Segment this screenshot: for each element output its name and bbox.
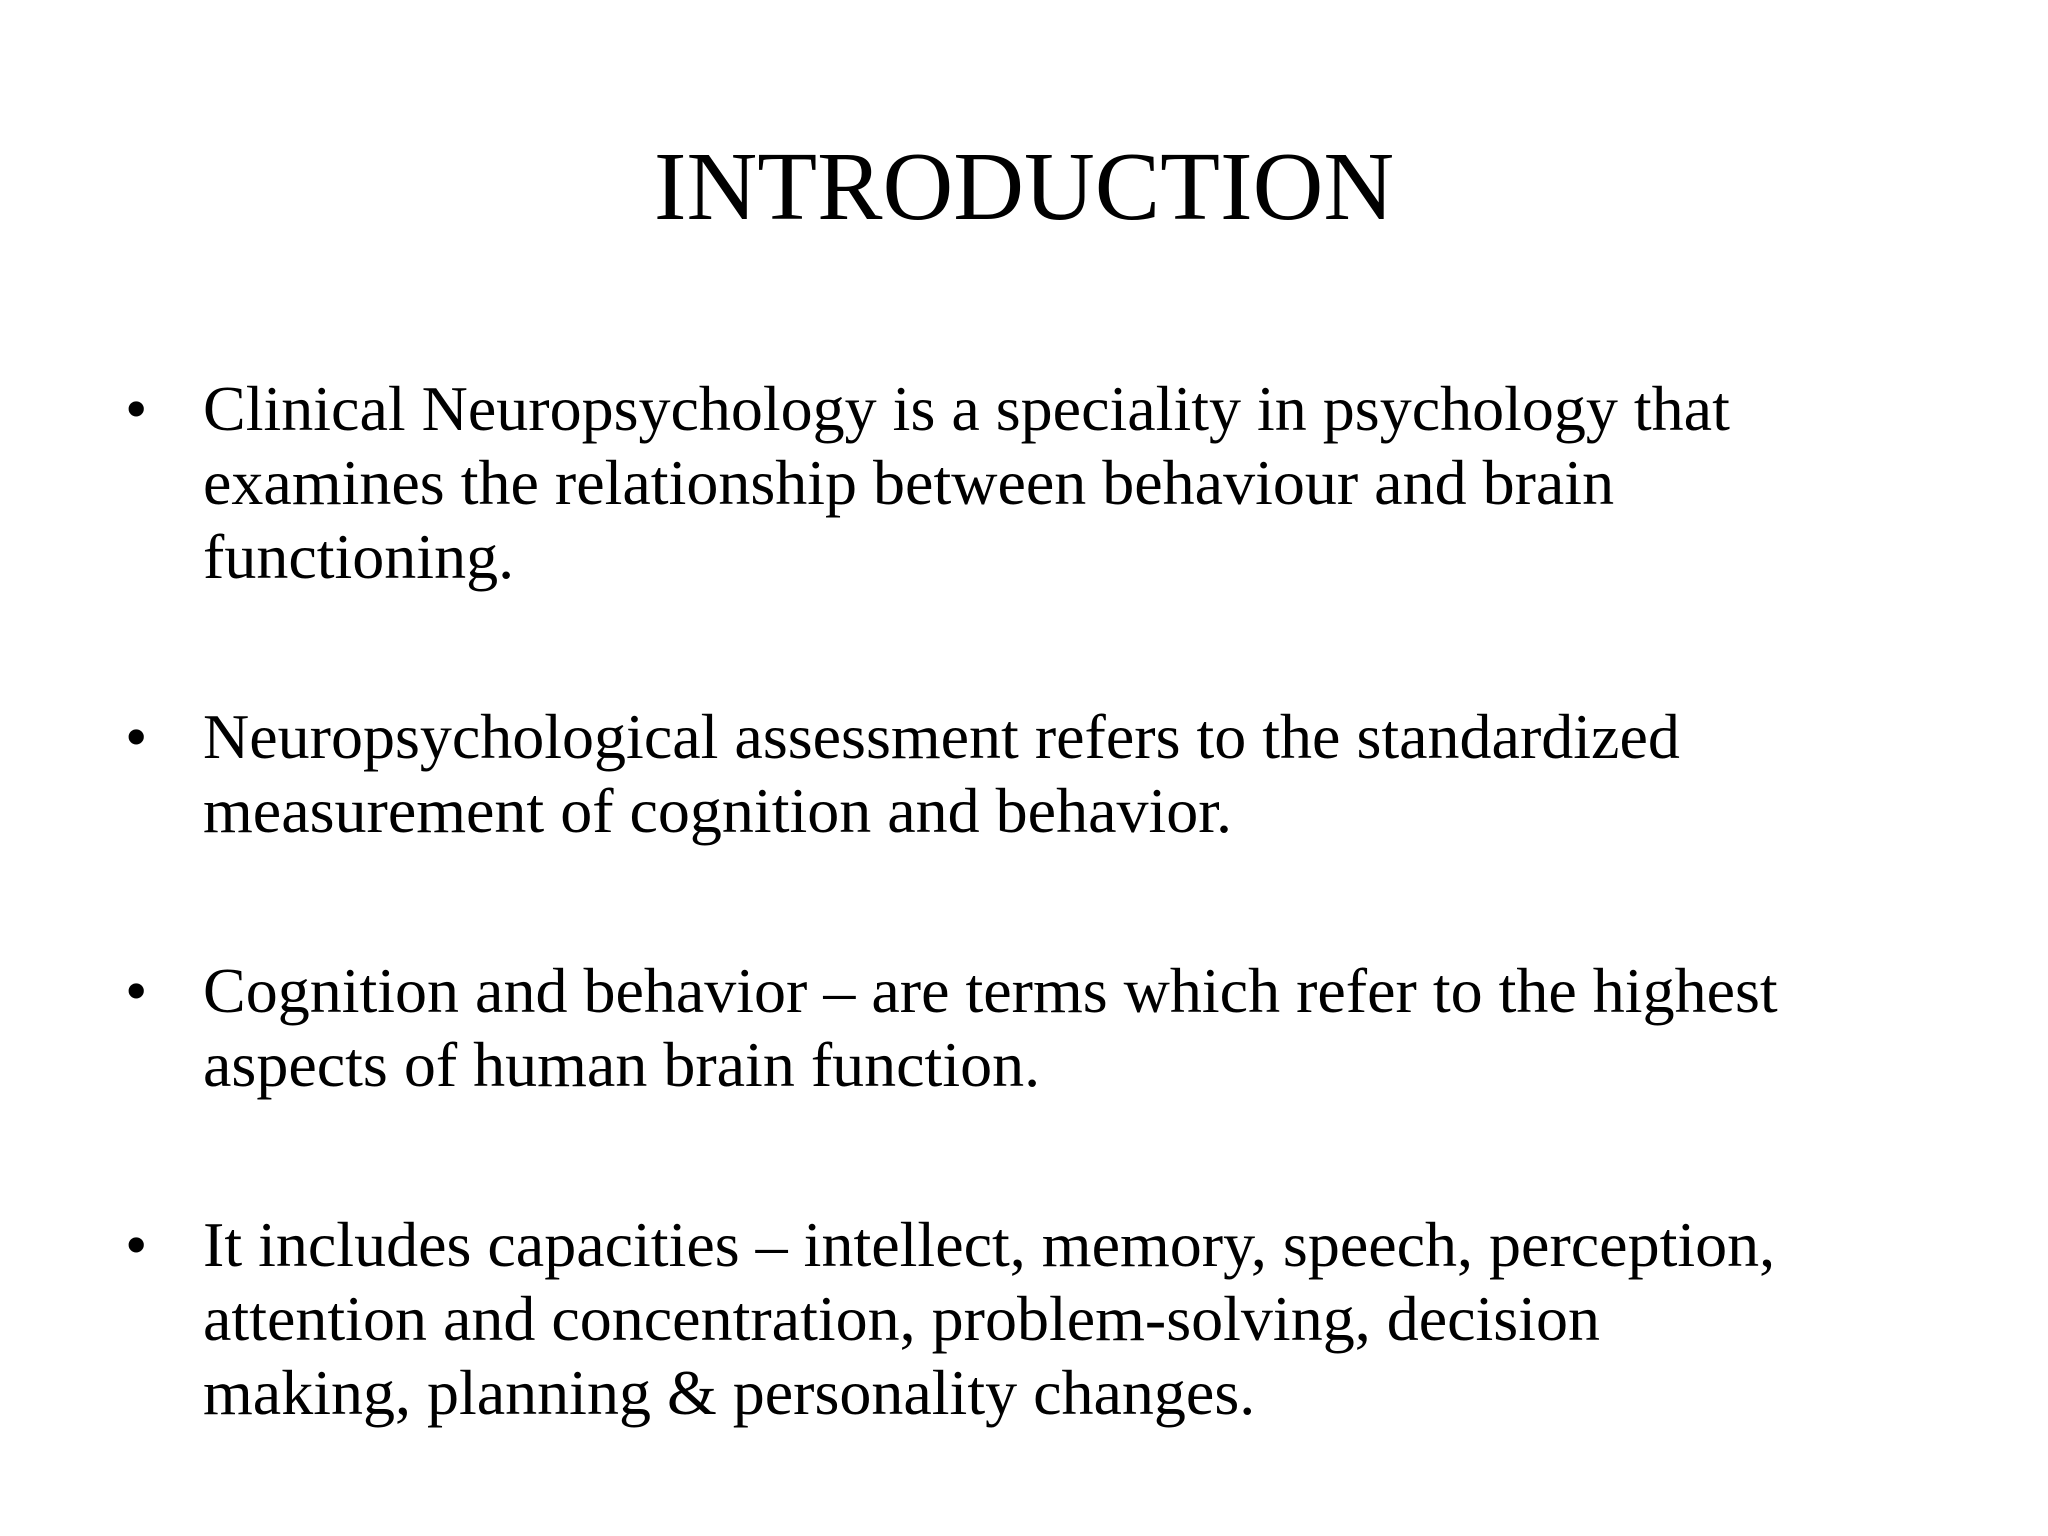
bullet-text: Cognition and behavior – are terms which refer to the highest aspects of human brain function. — [203, 955, 1778, 1100]
bullet-item — [125, 954, 1945, 1102]
bullet-dot-icon: • — [125, 955, 148, 1026]
bullet-text: Neuropsychological assessment refers to the standardized measurement of cognition and behavior. — [203, 701, 1680, 846]
bullet-dot-icon: • — [125, 701, 148, 772]
bullet-text: Clinical Neuropsychology is a speciality in psychology that examines the relationship between behaviour and brain functioning. — [203, 373, 1730, 592]
bullet-text: It includes capacities – intellect, memory, speech, perception, attention and concentration, problem-solving, decision making, planning & personality changes. — [203, 1209, 1776, 1428]
bullet-item — [125, 372, 1945, 594]
bullet-dot-icon: • — [125, 373, 148, 444]
slide-title: INTRODUCTION — [653, 133, 1395, 241]
bullet-dot-icon: • — [125, 1209, 148, 1280]
bullet-item — [125, 700, 1945, 848]
bullet-item — [125, 1208, 1945, 1430]
